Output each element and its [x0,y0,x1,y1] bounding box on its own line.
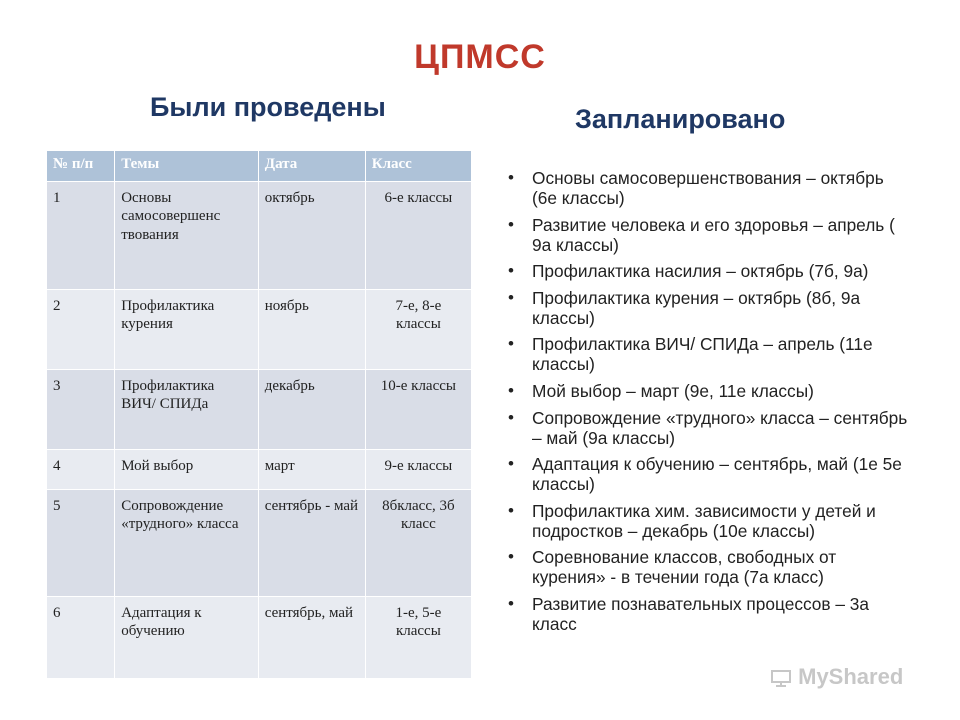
bullet-icon: • [508,168,514,187]
header-class: Класс [365,151,471,182]
cell-class: 10-е классы [365,370,471,450]
list-item [508,501,908,541]
cell-date: ноябрь [258,290,365,370]
header-date: Дата [258,151,365,182]
list-item [508,168,908,208]
header-topics: Темы [115,151,259,182]
list-item [508,381,908,401]
list-item [508,408,908,448]
bullet-icon: • [508,214,514,234]
bullet-icon: • [508,500,514,520]
cell-date: сентябрь - май [258,490,365,597]
cell-class: 1-е, 5-е классы [365,597,471,679]
bullet-icon: • [508,380,514,400]
cell-date: октябрь [258,182,365,290]
cell-number: 3 [47,370,115,450]
table-row [47,370,472,450]
conducted-events-table [46,150,472,679]
slide-title: ЦПМСС [414,38,546,76]
bullet-icon: • [508,287,514,307]
cell-topic: Адаптация к обучению [115,597,259,679]
cell-date: сентябрь, май [258,597,365,679]
list-item-text: Развитие познавательных процессов – 3а класс [532,593,870,634]
cell-date: декабрь [258,370,365,450]
list-item [508,547,908,587]
cell-topic: Мой выбор [115,450,259,490]
list-item-text: Адаптация к обучению – сентябрь, май (1е 5е классы) [532,454,902,495]
planned-heading: Запланировано [575,104,786,134]
list-item-text: Основы самосовершенствования – октябрь (6е классы) [532,168,884,208]
list-item-text: Профилактика хим. зависимости у детей и подростков – декабрь (10е классы) [532,500,876,541]
cell-topic: Профилактика курения [115,290,259,370]
bullet-icon: • [508,547,514,567]
list-item [508,261,908,281]
cell-number: 4 [47,450,115,490]
table-header-row [47,151,472,182]
cell-number: 5 [47,490,115,597]
bullet-icon: • [508,261,514,281]
list-item-text: Мой выбор – март (9е, 11е классы) [532,380,814,401]
cell-class: 7-е, 8-е классы [365,290,471,370]
list-item [508,215,908,255]
cell-number: 6 [47,597,115,679]
table-row [47,597,472,679]
list-item-text: Сопровождение «трудного» класса – сентябрь – май (9а классы) [532,407,908,448]
bullet-icon: • [508,334,514,354]
list-item [508,594,908,634]
list-item-text: Развитие человека и его здоровья – апрель ( 9а классы) [532,214,895,255]
list-item-text: Соревнование классов, свободных от курения» - в течении года (7а класс) [532,547,837,588]
planned-list [508,168,908,641]
list-item-text: Профилактика ВИЧ/ СПИДа – апрель (11е классы) [532,334,873,375]
header-number: № п/п [47,151,115,182]
list-item [508,454,908,494]
cell-date: март [258,450,365,490]
cell-class: 9-е классы [365,450,471,490]
bullet-icon: • [508,407,514,427]
cell-topic: Основы самосовершенс твования [115,182,259,290]
cell-number: 2 [47,290,115,370]
cell-topic: Профилактика ВИЧ/ СПИДа [115,370,259,450]
list-item-text: Профилактика насилия – октябрь (7б, 9а) [532,261,869,282]
watermark-text: MyShared [798,664,904,689]
list-item-text: Профилактика курения – октябрь (8б, 9а классы) [532,287,861,328]
table-row [47,490,472,597]
table-row [47,182,472,290]
conducted-heading: Были проведены [150,92,386,122]
watermark [770,664,903,690]
table-row [47,450,472,490]
bullet-icon: • [508,593,514,613]
cell-class: 6-е классы [365,182,471,290]
presentation-icon [770,669,792,687]
cell-number: 1 [47,182,115,290]
bullet-icon: • [508,454,514,474]
list-item [508,334,908,374]
cell-class: 8бкласс, 3б класс [365,490,471,597]
table-row [47,290,472,370]
list-item [508,288,908,328]
cell-topic: Сопровождение «трудного» класса [115,490,259,597]
